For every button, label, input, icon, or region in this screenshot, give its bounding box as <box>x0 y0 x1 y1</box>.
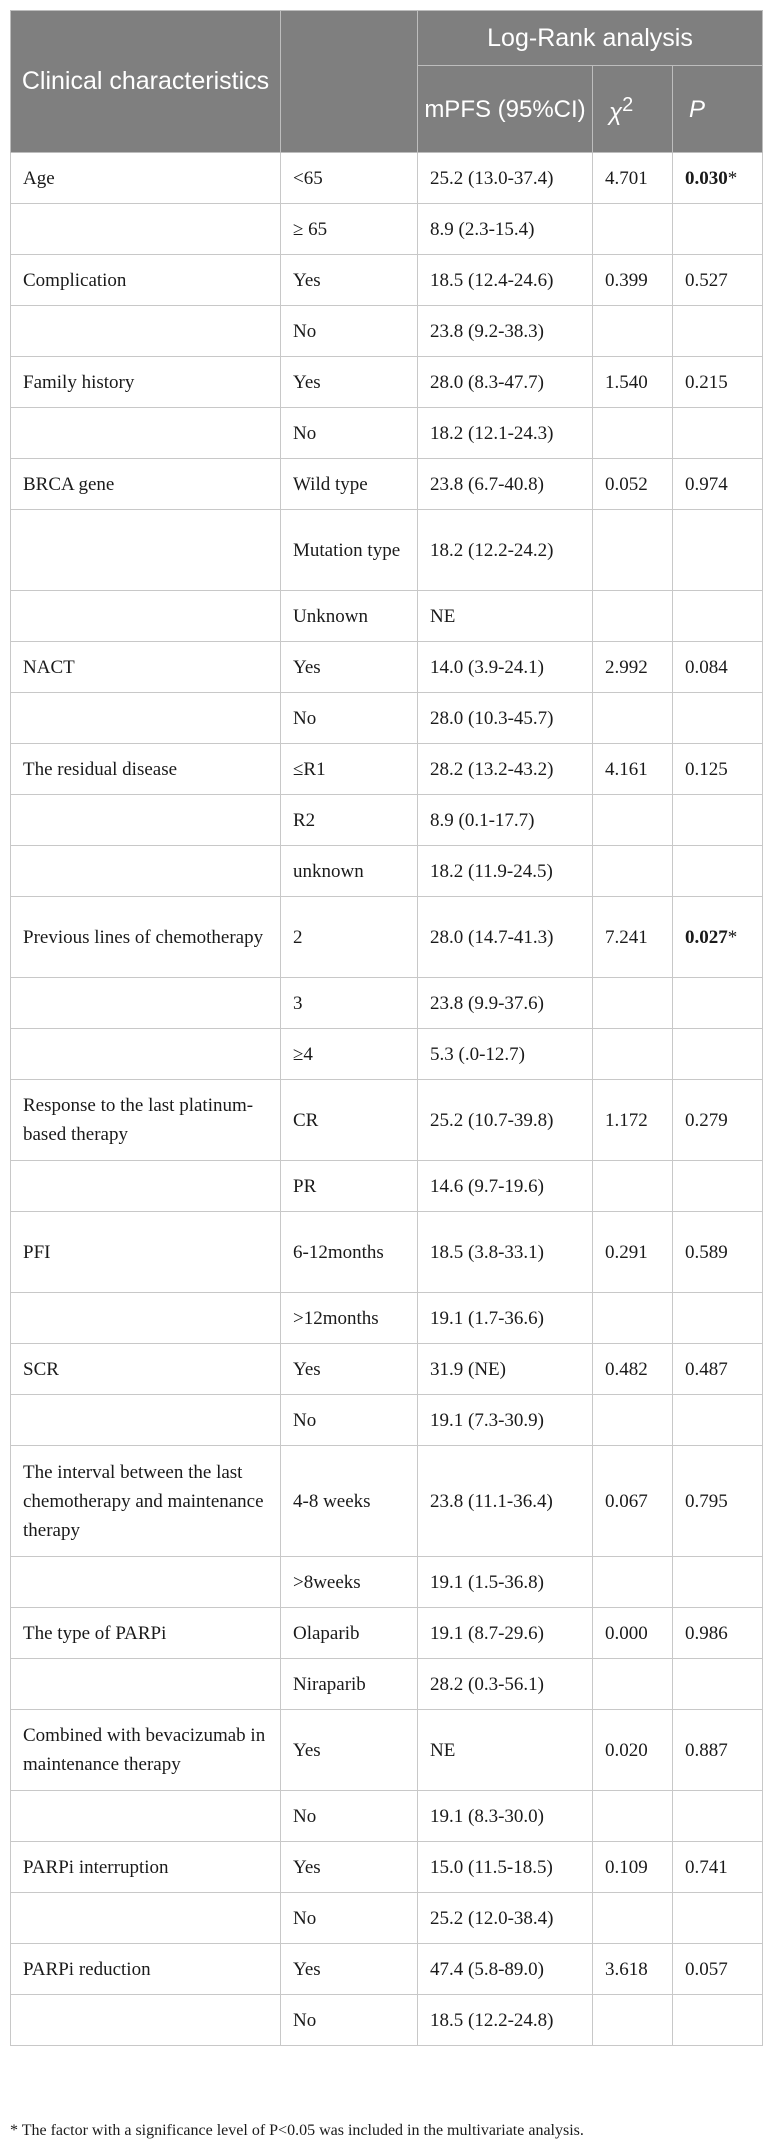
chi-square-cell <box>593 978 673 1029</box>
chi-square-cell: 0.109 <box>593 1842 673 1893</box>
p-value-cell <box>673 1293 763 1344</box>
p-value-cell <box>673 693 763 744</box>
table-row <box>11 591 763 642</box>
p-value-cell <box>673 591 763 642</box>
subgroup-cell: No <box>281 693 418 744</box>
p-value-cell <box>673 1446 763 1557</box>
subgroup-cell: >8weeks <box>281 1557 418 1608</box>
p-value-cell <box>673 897 763 978</box>
table-row <box>11 897 763 978</box>
subgroup-cell: Unknown <box>281 591 418 642</box>
mpfs-cell: 19.1 (1.5-36.8) <box>418 1557 593 1608</box>
p-value-text: 0.487 <box>685 1358 728 1380</box>
p-value-text: 0.215 <box>685 371 728 393</box>
chi-square-cell: 1.172 <box>593 1080 673 1161</box>
footnote: * The factor with a significance level of P<0.05 was included in the multivariate analysis. <box>10 2122 584 2139</box>
mpfs-cell: 28.0 (10.3-45.7) <box>418 693 593 744</box>
table-row <box>11 1608 763 1659</box>
p-value-text: 0.279 <box>685 1109 728 1131</box>
mpfs-cell: 31.9 (NE) <box>418 1344 593 1395</box>
characteristic-cell <box>11 795 281 846</box>
p-value-cell <box>673 1659 763 1710</box>
characteristic-cell: Complication <box>11 255 281 306</box>
p-value-cell <box>673 204 763 255</box>
mpfs-cell: 8.9 (0.1-17.7) <box>418 795 593 846</box>
p-value-cell <box>673 459 763 510</box>
characteristic-cell <box>11 408 281 459</box>
mpfs-cell: 23.8 (9.2-38.3) <box>418 306 593 357</box>
mpfs-cell: 18.2 (12.2-24.2) <box>418 510 593 591</box>
table-row <box>11 1161 763 1212</box>
subgroup-cell: Olaparib <box>281 1608 418 1659</box>
subgroup-cell: CR <box>281 1080 418 1161</box>
p-value-cell <box>673 1608 763 1659</box>
subgroup-cell: ≥4 <box>281 1029 418 1080</box>
chi-square-cell <box>593 1293 673 1344</box>
characteristic-cell: BRCA gene <box>11 459 281 510</box>
subgroup-cell: Yes <box>281 1710 418 1791</box>
p-value-cell <box>673 1395 763 1446</box>
p-value-text: 0.974 <box>685 473 728 495</box>
table-row <box>11 978 763 1029</box>
characteristic-cell <box>11 1893 281 1944</box>
subgroup-cell: 2 <box>281 897 418 978</box>
significance-asterisk: * <box>727 926 738 948</box>
p-value-cell <box>673 1080 763 1161</box>
characteristic-cell: PFI <box>11 1212 281 1293</box>
table-header <box>11 11 763 153</box>
mpfs-cell: NE <box>418 1710 593 1791</box>
mpfs-cell: 18.2 (12.1-24.3) <box>418 408 593 459</box>
table-row <box>11 357 763 408</box>
p-value-text: 0.986 <box>685 1622 728 1644</box>
table-row <box>11 1344 763 1395</box>
table-row <box>11 1659 763 1710</box>
subgroup-cell: Mutation type <box>281 510 418 591</box>
characteristic-cell <box>11 1395 281 1446</box>
mpfs-cell: 19.1 (8.7-29.6) <box>418 1608 593 1659</box>
p-symbol: P <box>689 95 706 123</box>
log-rank-table <box>10 10 763 2046</box>
chi-square-cell: 0.067 <box>593 1446 673 1557</box>
table-row <box>11 1842 763 1893</box>
mpfs-cell: 5.3 (.0-12.7) <box>418 1029 593 1080</box>
p-value-cell <box>673 1842 763 1893</box>
characteristic-cell: Response to the last platinum-based therapy <box>11 1080 281 1161</box>
mpfs-cell: 18.5 (3.8-33.1) <box>418 1212 593 1293</box>
p-value-cell <box>673 510 763 591</box>
subgroup-cell: Yes <box>281 357 418 408</box>
subgroup-cell: No <box>281 1395 418 1446</box>
subgroup-cell: >12months <box>281 1293 418 1344</box>
characteristic-cell: The interval between the last chemotherapy and maintenance therapy <box>11 1446 281 1557</box>
mpfs-cell: 23.8 (11.1-36.4) <box>418 1446 593 1557</box>
subgroup-cell: No <box>281 1791 418 1842</box>
table-row <box>11 1293 763 1344</box>
characteristic-cell <box>11 510 281 591</box>
p-value-cell <box>673 642 763 693</box>
characteristic-cell: Family history <box>11 357 281 408</box>
subgroup-cell: 4-8 weeks <box>281 1446 418 1557</box>
table-row <box>11 306 763 357</box>
mpfs-cell: 25.2 (13.0-37.4) <box>418 153 593 204</box>
p-value-cell <box>673 744 763 795</box>
chi-square-cell: 3.618 <box>593 1944 673 1995</box>
chi-square-cell <box>593 1029 673 1080</box>
p-value-cell <box>673 1212 763 1293</box>
p-value-cell <box>673 1791 763 1842</box>
p-value-text: 0.795 <box>685 1490 728 1512</box>
p-value-text: 0.125 <box>685 758 728 780</box>
table-row <box>11 1446 763 1557</box>
chi-square-cell <box>593 846 673 897</box>
subgroup-cell: Yes <box>281 255 418 306</box>
p-value-text: 0.589 <box>685 1241 728 1263</box>
header-log-rank-analysis: Log-Rank analysis <box>418 11 763 66</box>
characteristic-cell <box>11 306 281 357</box>
subgroup-cell: No <box>281 306 418 357</box>
subgroup-cell: PR <box>281 1161 418 1212</box>
mpfs-cell: 28.2 (13.2-43.2) <box>418 744 593 795</box>
table-row <box>11 1710 763 1791</box>
table-row <box>11 1557 763 1608</box>
subgroup-cell: ≥ 65 <box>281 204 418 255</box>
p-value-cell <box>673 1161 763 1212</box>
chi-square-cell <box>593 1659 673 1710</box>
characteristic-cell <box>11 1995 281 2046</box>
subgroup-cell: Niraparib <box>281 1659 418 1710</box>
table-row <box>11 1893 763 1944</box>
characteristic-cell: The residual disease <box>11 744 281 795</box>
characteristic-cell: Combined with bevacizumab in maintenance therapy <box>11 1710 281 1791</box>
characteristic-cell: PARPi reduction <box>11 1944 281 1995</box>
characteristic-cell <box>11 1791 281 1842</box>
header-p-value <box>673 66 763 153</box>
mpfs-cell: 18.2 (11.9-24.5) <box>418 846 593 897</box>
p-value-text: 0.887 <box>685 1739 728 1761</box>
p-value-cell <box>673 1029 763 1080</box>
chi-square-cell <box>593 693 673 744</box>
characteristic-cell: Previous lines of chemotherapy <box>11 897 281 978</box>
characteristic-cell: PARPi interruption <box>11 1842 281 1893</box>
table-row <box>11 1944 763 1995</box>
table-row <box>11 1080 763 1161</box>
chi-square-cell <box>593 1791 673 1842</box>
subgroup-cell: 3 <box>281 978 418 1029</box>
p-value-text: 0.030 <box>685 167 728 189</box>
p-value-cell <box>673 1995 763 2046</box>
mpfs-cell: 15.0 (11.5-18.5) <box>418 1842 593 1893</box>
characteristic-cell: Age <box>11 153 281 204</box>
p-value-text: 0.527 <box>685 269 728 291</box>
chi-square-cell: 2.992 <box>593 642 673 693</box>
chi-superscript: 2 <box>622 94 634 116</box>
mpfs-cell: 19.1 (7.3-30.9) <box>418 1395 593 1446</box>
p-value-cell <box>673 255 763 306</box>
table-body <box>11 153 763 2046</box>
characteristic-cell <box>11 1293 281 1344</box>
mpfs-cell: 23.8 (6.7-40.8) <box>418 459 593 510</box>
characteristic-cell <box>11 1557 281 1608</box>
p-value-cell <box>673 1557 763 1608</box>
characteristic-cell <box>11 693 281 744</box>
subgroup-cell: unknown <box>281 846 418 897</box>
mpfs-cell: 28.0 (14.7-41.3) <box>418 897 593 978</box>
mpfs-cell: NE <box>418 591 593 642</box>
characteristic-cell: NACT <box>11 642 281 693</box>
mpfs-cell: 19.1 (8.3-30.0) <box>418 1791 593 1842</box>
chi-square-cell: 0.052 <box>593 459 673 510</box>
chi-square-cell: 7.241 <box>593 897 673 978</box>
chi-square-cell <box>593 510 673 591</box>
characteristic-cell <box>11 1029 281 1080</box>
chi-square-cell: 4.701 <box>593 153 673 204</box>
chi-square-cell: 0.291 <box>593 1212 673 1293</box>
p-value-cell <box>673 306 763 357</box>
characteristic-cell: The type of PARPi <box>11 1608 281 1659</box>
p-value-cell <box>673 153 763 204</box>
mpfs-cell: 25.2 (10.7-39.8) <box>418 1080 593 1161</box>
subgroup-cell: No <box>281 408 418 459</box>
p-value-cell <box>673 846 763 897</box>
characteristic-cell <box>11 846 281 897</box>
table-row <box>11 642 763 693</box>
subgroup-cell: No <box>281 1995 418 2046</box>
characteristic-cell <box>11 591 281 642</box>
p-value-text: 0.027 <box>685 926 728 948</box>
chi-square-cell <box>593 591 673 642</box>
p-value-text: 0.084 <box>685 656 728 678</box>
chi-square-cell <box>593 795 673 846</box>
chi-square-cell: 4.161 <box>593 744 673 795</box>
p-value-cell <box>673 408 763 459</box>
mpfs-cell: 14.6 (9.7-19.6) <box>418 1161 593 1212</box>
mpfs-cell: 8.9 (2.3-15.4) <box>418 204 593 255</box>
subgroup-cell: No <box>281 1893 418 1944</box>
subgroup-cell: 6-12months <box>281 1212 418 1293</box>
mpfs-cell: 23.8 (9.9-37.6) <box>418 978 593 1029</box>
table-row <box>11 795 763 846</box>
chi-square-cell <box>593 204 673 255</box>
subgroup-cell: Yes <box>281 1944 418 1995</box>
table-row <box>11 408 763 459</box>
chi-square-cell <box>593 1893 673 1944</box>
chi-square-cell: 0.482 <box>593 1344 673 1395</box>
table-row <box>11 1212 763 1293</box>
significance-asterisk: * <box>727 167 738 189</box>
subgroup-cell: Yes <box>281 1344 418 1395</box>
p-value-cell <box>673 978 763 1029</box>
table-row <box>11 510 763 591</box>
header-mpfs: mPFS (95%CI) <box>418 66 593 153</box>
mpfs-cell: 18.5 (12.4-24.6) <box>418 255 593 306</box>
p-value-cell <box>673 1893 763 1944</box>
characteristic-cell <box>11 1659 281 1710</box>
mpfs-cell: 19.1 (1.7-36.6) <box>418 1293 593 1344</box>
characteristic-cell <box>11 1161 281 1212</box>
characteristic-cell <box>11 978 281 1029</box>
p-value-cell <box>673 357 763 408</box>
subgroup-cell: R2 <box>281 795 418 846</box>
table-row <box>11 693 763 744</box>
chi-square-cell <box>593 1161 673 1212</box>
characteristic-cell: SCR <box>11 1344 281 1395</box>
chi-square-cell <box>593 1395 673 1446</box>
subgroup-cell: <65 <box>281 153 418 204</box>
mpfs-cell: 25.2 (12.0-38.4) <box>418 1893 593 1944</box>
chi-square-cell <box>593 408 673 459</box>
table-row <box>11 1395 763 1446</box>
chi-square-cell <box>593 1557 673 1608</box>
table-row <box>11 204 763 255</box>
p-value-text: 0.057 <box>685 1958 728 1980</box>
chi-square-cell: 0.399 <box>593 255 673 306</box>
mpfs-cell: 14.0 (3.9-24.1) <box>418 642 593 693</box>
header-chi-square <box>593 66 673 153</box>
subgroup-cell: Wild type <box>281 459 418 510</box>
subgroup-cell: ≤R1 <box>281 744 418 795</box>
chi-square-cell <box>593 306 673 357</box>
p-value-cell <box>673 1710 763 1791</box>
chi-square-cell: 1.540 <box>593 357 673 408</box>
chi-symbol: χ <box>609 99 623 126</box>
subgroup-cell: Yes <box>281 1842 418 1893</box>
p-value-cell <box>673 1344 763 1395</box>
p-value-text: 0.741 <box>685 1856 728 1878</box>
table-row <box>11 1995 763 2046</box>
mpfs-cell: 28.2 (0.3-56.1) <box>418 1659 593 1710</box>
chi-square-cell: 0.000 <box>593 1608 673 1659</box>
chi-square-cell <box>593 1995 673 2046</box>
mpfs-cell: 47.4 (5.8-89.0) <box>418 1944 593 1995</box>
subgroup-cell: Yes <box>281 642 418 693</box>
characteristic-cell <box>11 204 281 255</box>
table-row <box>11 459 763 510</box>
p-value-cell <box>673 795 763 846</box>
p-value-cell <box>673 1944 763 1995</box>
chi-square-cell: 0.020 <box>593 1710 673 1791</box>
table-row <box>11 255 763 306</box>
table-row <box>11 153 763 204</box>
table-row <box>11 1029 763 1080</box>
header-subgroup-blank <box>281 11 418 153</box>
header-clinical-characteristics: Clinical characteristics <box>11 11 281 153</box>
table-row <box>11 1791 763 1842</box>
mpfs-cell: 18.5 (12.2-24.8) <box>418 1995 593 2046</box>
table-row <box>11 744 763 795</box>
table-row <box>11 846 763 897</box>
mpfs-cell: 28.0 (8.3-47.7) <box>418 357 593 408</box>
